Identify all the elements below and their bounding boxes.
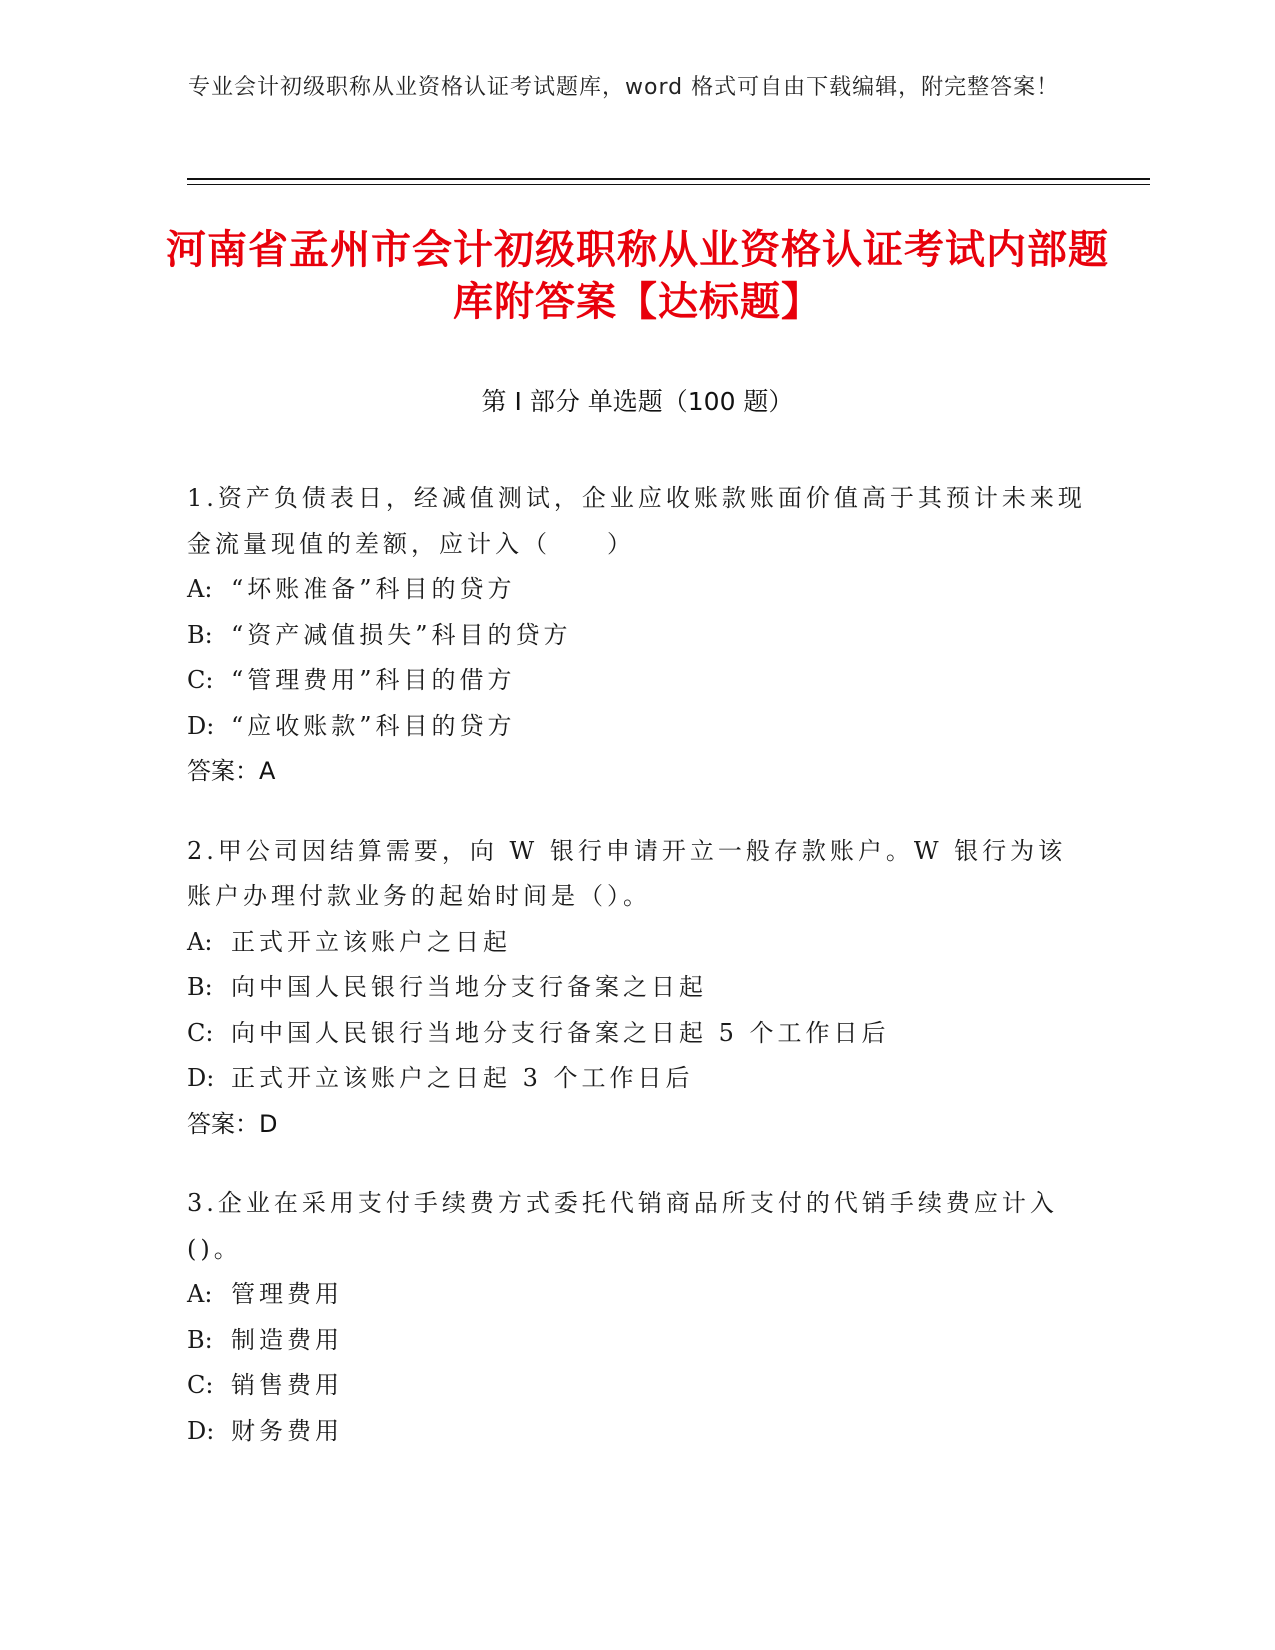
option-letter: A: xyxy=(187,1280,213,1308)
option-letter: D: xyxy=(187,1416,215,1445)
option-letter: D: xyxy=(187,1064,215,1092)
option-letter: C: xyxy=(187,1018,214,1047)
section-heading: 第 I 部分 单选题（100 题） xyxy=(481,387,794,416)
option-text: 向中国人民银行当地分支行备案之日起 xyxy=(231,973,707,1001)
option-text: 正式开立该账户之日起 xyxy=(231,927,511,956)
option-b xyxy=(187,613,1087,659)
question-stem: 3.企业在采用支付手续费方式委托代销商品所支付的代销手续费应计入()。 xyxy=(187,1189,1058,1263)
header-rule-thick xyxy=(187,178,1150,180)
option-a xyxy=(187,1272,1087,1318)
option-text: 正式开立该账户之日起 3 个工作日后 xyxy=(231,1064,694,1092)
option-c xyxy=(187,1011,1087,1057)
option-text: “应收账款”科目的贷方 xyxy=(231,711,516,740)
option-letter: B: xyxy=(187,1325,213,1354)
question-3 xyxy=(187,1181,1087,1454)
option-c xyxy=(187,1363,1087,1409)
answer-label: 答案： xyxy=(187,757,259,785)
option-text: “管理费用”科目的借方 xyxy=(231,666,516,694)
answer-value: A xyxy=(259,757,276,785)
option-letter: C: xyxy=(187,666,214,694)
answer-line xyxy=(187,1102,1087,1148)
header-rule-thin xyxy=(187,184,1150,185)
document-title: 河南省孟州市会计初级职称从业资格认证考试内部题库附答案【达标题】 xyxy=(166,227,1109,325)
option-letter: D: xyxy=(187,711,215,740)
option-letter: C: xyxy=(187,1371,214,1399)
option-d xyxy=(187,1056,1087,1102)
option-b xyxy=(187,965,1087,1011)
answer-line xyxy=(187,749,1087,795)
option-text: 制造费用 xyxy=(231,1325,343,1354)
option-text: 财务费用 xyxy=(231,1416,343,1445)
question-1 xyxy=(187,476,1087,795)
option-letter: B: xyxy=(187,973,213,1001)
option-d xyxy=(187,1409,1087,1455)
question-stem: 1.资产负债表日，经减值测试，企业应收账款账面价值高于其预计未来现金流量现值的差额，应计入（ ） xyxy=(187,484,1086,558)
question-2 xyxy=(187,829,1087,1148)
option-a xyxy=(187,920,1087,966)
answer-label: 答案： xyxy=(187,1109,259,1138)
option-a xyxy=(187,567,1087,613)
question-stem: 2.甲公司因结算需要，向 W 银行申请开立一般存款账户。W 银行为该账户办理付款业务的起始时间是（）。 xyxy=(187,836,1067,910)
option-letter: B: xyxy=(187,620,213,649)
option-text: 销售费用 xyxy=(231,1371,343,1399)
option-letter: A: xyxy=(187,575,213,603)
option-b xyxy=(187,1318,1087,1364)
option-c xyxy=(187,658,1087,704)
option-d xyxy=(187,704,1087,750)
option-text: 管理费用 xyxy=(231,1280,343,1308)
option-letter: A: xyxy=(187,927,213,956)
option-text: “资产减值损失”科目的贷方 xyxy=(231,620,572,649)
question-list xyxy=(187,476,1087,1488)
header-note: 专业会计初级职称从业资格认证考试题库，word 格式可自由下载编辑，附完整答案！ xyxy=(188,75,1060,100)
option-text: “坏账准备”科目的贷方 xyxy=(231,575,516,603)
option-text: 向中国人民银行当地分支行备案之日起 5 个工作日后 xyxy=(231,1018,890,1047)
answer-value: D xyxy=(259,1109,278,1138)
